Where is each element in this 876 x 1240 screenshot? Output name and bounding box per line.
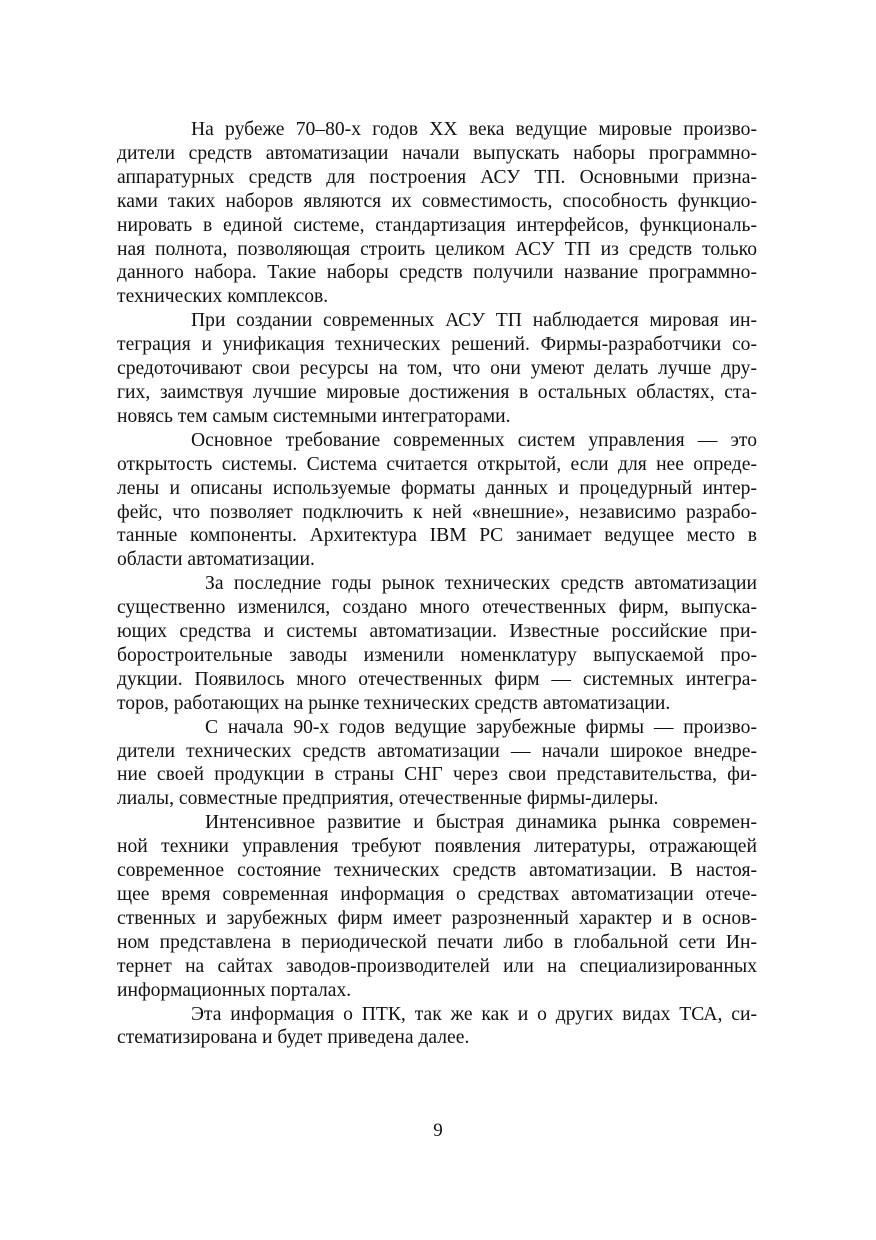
text-line: За последние годы рынок технических средств автоматизации [205, 573, 757, 595]
text-line: С начала 90-х годов ведущие зарубежные фирмы — произво- [205, 716, 757, 738]
text-line: ственных и зарубежных фирм имеет разрозненный характер и в основ- [117, 907, 757, 929]
text-line: информационных порталах. [117, 979, 352, 1001]
text-line: ном представлена в периодической печати либо в глобальной сети Ин- [117, 931, 757, 953]
text-line: области автоматизации. [117, 549, 315, 571]
text-line: Эта информация о ПТК, так же как и о других видах ТСА, си- [191, 1003, 757, 1025]
text-line: теграция и унификация технических решений. Фирмы-разработчики со- [117, 334, 757, 356]
text-line: лены и описаны используемые форматы данных и процедурный интер- [117, 477, 757, 499]
text-line: щее время современная информация о средствах автоматизации отече- [117, 884, 757, 905]
text-line: фейс, что позволяет подключить к ней «внешние», независимо разрабо- [117, 501, 757, 523]
text-line: стематизирована и будет приведена далее. [117, 1027, 470, 1049]
text-line: новясь тем самым системными интеграторами. [117, 405, 511, 427]
text-line: ной техники управления требуют появления литературы, отражающей [117, 836, 757, 858]
text-line: боростроительные заводы изменили номенклатуру выпускаемой про- [117, 644, 757, 666]
paragraph [117, 716, 757, 812]
text-line: ная полнота, позволяющая строить целиком АСУ ТП из средств только [117, 238, 757, 260]
text-line: При создании современных АСУ ТП наблюдается мировая ин- [191, 310, 757, 332]
paragraph [117, 118, 757, 309]
text-line: тернет на сайтах заводов-производителей или на специализированных [117, 955, 757, 977]
text-line: технических комплексов. [117, 286, 329, 308]
paragraph [117, 811, 757, 1002]
text-line: дители технических средств автоматизации — начали широкое внедре- [117, 740, 757, 762]
text-line: На рубеже 70–80-х годов XX века ведущие мировые произво- [191, 119, 757, 140]
text-line: существенно изменился, создано много отечественных фирм, выпуска- [117, 597, 757, 619]
page-number: 9 [433, 1120, 443, 1141]
paragraph [117, 572, 757, 715]
text-line: танные компоненты. Архитектура IBM PC занимает ведущее место в [117, 525, 757, 547]
text-line: аппаратурных средств для построения АСУ ТП. Основными призна- [117, 166, 757, 188]
text-line: данного набора. Такие наборы средств получили название программно- [117, 262, 757, 284]
text-line: Интенсивное развитие и быстрая динамика рынка современ- [205, 812, 757, 834]
paragraph [117, 309, 757, 429]
text-line: гих, заимствуя лучшие мировые достижения в остальных областях, ста- [117, 381, 757, 403]
text-line: ние своей продукции в страны СНГ через свои представительства, фи- [117, 764, 757, 786]
text-line: дители средств автоматизации начали выпускать наборы программно- [117, 142, 757, 164]
text-line: ками таких наборов являются их совместимость, способность функцио- [117, 190, 757, 212]
paragraph [117, 1003, 757, 1051]
text-line: лиалы, совместные предприятия, отечественные фирмы-дилеры. [117, 788, 659, 810]
text-line: средоточивают свои ресурсы на том, что они умеют делать лучше дру- [117, 358, 757, 380]
text-line: дукции. Появилось много отечественных фирм — системных интегра- [117, 668, 757, 690]
text-line: Основное требование современных систем управления — это [191, 429, 757, 451]
text-line: ющих средства и системы автоматизации. Известные российские при- [117, 621, 757, 643]
text-line: торов, работающих на рынке технических средств автоматизации. [117, 692, 671, 714]
text-line: нировать в единой системе, стандартизация интерфейсов, функциональ- [117, 214, 757, 236]
body-text [117, 118, 757, 1050]
text-line: современное состояние технических средств автоматизации. В настоя- [117, 860, 757, 882]
text-line: открытость системы. Система считается открытой, если для нее опреде- [117, 453, 757, 475]
paragraph [117, 429, 757, 572]
